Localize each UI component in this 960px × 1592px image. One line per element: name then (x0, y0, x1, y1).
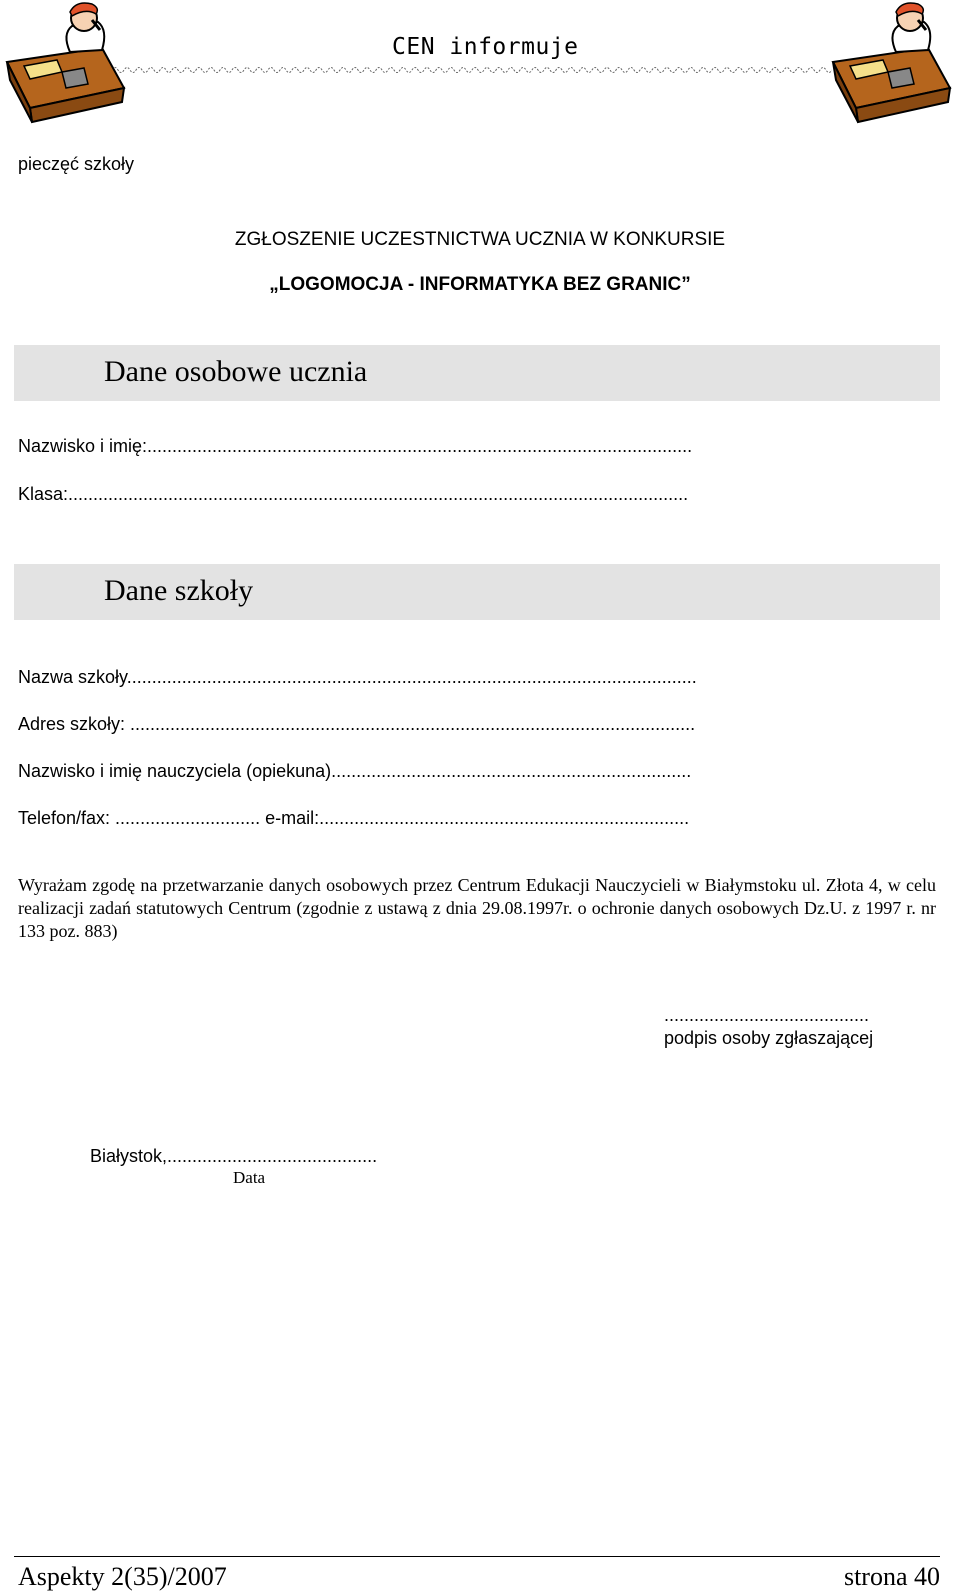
person-at-desk-on-phone-icon (2, 0, 132, 135)
consent-statement: Wyrażam zgodę na przetwarzanie danych osobowych przez Centrum Edukacji Nauczycieli w Białymstoku ul. Złota 4, w celu realizacji zadań statutowych Centrum (zgodnie z ustawą z dnia 29.08.1997r. o ochronie danych osobowych Dz.U. z 1997 r. nr 133 poz. 883) (18, 875, 936, 941)
form-title: ZGŁOSZENIE UCZESTNICTWA UCZNIA W KONKURSIE (234, 229, 726, 250)
header-title: CEN informuje (392, 34, 579, 60)
footer-divider (14, 1556, 940, 1557)
phone-email-field[interactable]: Telefon/fax: ............................. e-mail:.......................................................................... (18, 808, 690, 828)
signature-line[interactable]: ......................................... (664, 1005, 870, 1025)
footer-page-number: strona 40 (843, 1562, 940, 1591)
place-date-line[interactable]: Białystok,.......................................... (90, 1146, 378, 1166)
signature-label: podpis osoby zgłaszającej (664, 1028, 874, 1048)
student-name-field[interactable]: Nazwisko i imię:............................................................................................................. (18, 436, 693, 456)
contest-title: „LOGOMOCJA - INFORMATYKA BEZ GRANIC” (269, 274, 691, 295)
footer-issue: Aspekty 2(35)/2007 (18, 1562, 227, 1591)
school-stamp-label: pieczęć szkoły (18, 154, 135, 174)
student-section-heading: Dane osobowe ucznia (104, 355, 368, 388)
school-address-field[interactable]: Adres szkoły: ................................................................................................................. (18, 714, 696, 734)
header-decorative-rule (112, 64, 832, 76)
student-class-field[interactable]: Klasa:............................................................................................................................ (18, 484, 689, 504)
person-at-desk-on-phone-icon (828, 0, 958, 135)
student-section-header (14, 345, 940, 401)
teacher-name-field[interactable]: Nazwisko i imię nauczyciela (opiekuna)........................................................................ (18, 761, 692, 781)
date-label: Data (233, 1168, 266, 1187)
school-section-heading: Dane szkoły (104, 574, 254, 607)
school-name-field[interactable]: Nazwa szkoły.................................................................................................................. (18, 667, 697, 687)
school-section-header (14, 564, 940, 620)
